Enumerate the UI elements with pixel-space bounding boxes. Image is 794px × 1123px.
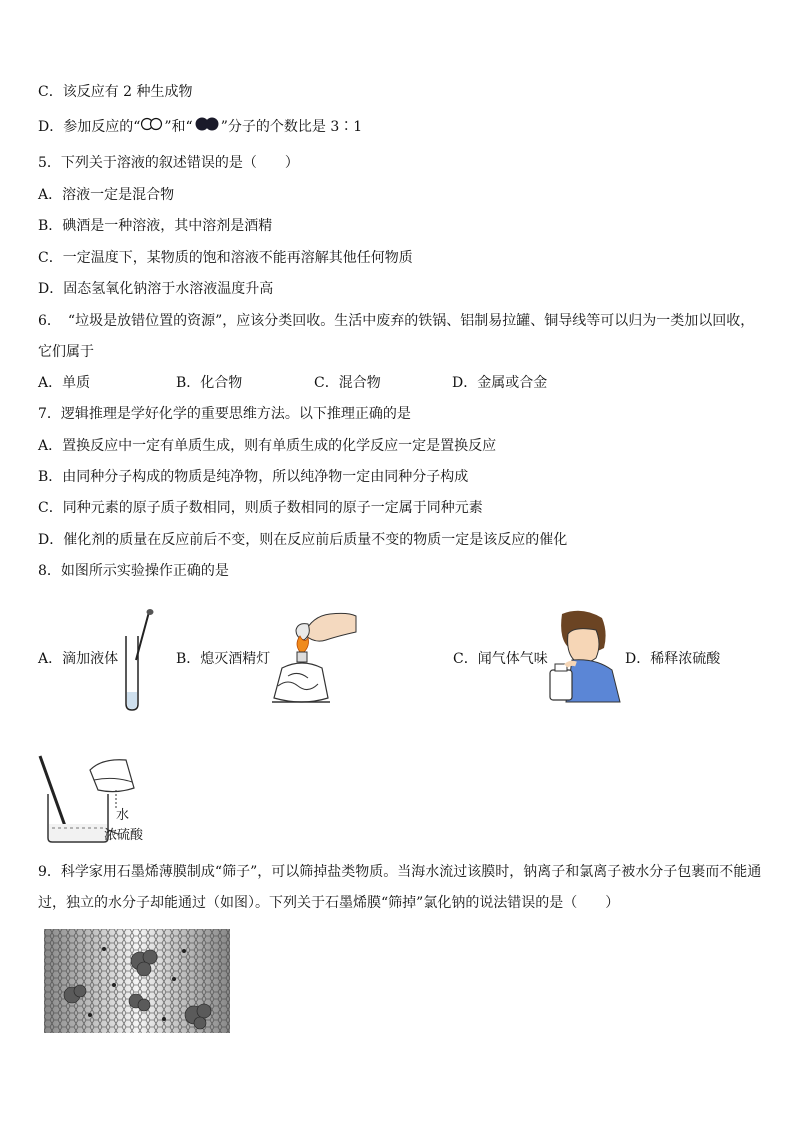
dropper-test-tube-figure [118, 608, 162, 712]
q8-stem: 8．如图所示实验操作正确的是 [38, 563, 229, 579]
q5-option-d: D．固态氢氧化钠溶于水溶液温度升高 [38, 281, 274, 297]
q6-option-a: A．单质 [38, 375, 91, 391]
q8-option-c: C．闻气体气味 [453, 651, 548, 667]
fig-label-concentrated-acid: 浓硫酸 [104, 828, 144, 843]
q4-option-d-mid: ”和“ [164, 119, 193, 135]
filled-circles-molecule-icon [193, 116, 221, 138]
q8-option-a: A．滴加液体 [38, 651, 119, 667]
alcohol-lamp-figure [268, 606, 360, 712]
q6-stem-line1: 6． “垃圾是放错位置的资源”，应该分类回收。生活中废弃的铁锅、铝制易拉罐、铜导线等可以归为一类加以回收， [38, 313, 755, 329]
q4-option-d [38, 116, 362, 138]
hollow-circles-molecule-icon [140, 117, 164, 137]
q5-option-b: B．碘酒是一种溶液，其中溶剂是酒精 [38, 218, 273, 234]
q8-option-b: B．熄灭酒精灯 [176, 651, 271, 667]
q6-option-d: D．金属或合金 [452, 375, 548, 391]
q6-option-b: B．化合物 [176, 375, 243, 391]
q5-option-a: A．溶液一定是混合物 [38, 187, 175, 203]
q4-option-d-prefix: D．参加反应的“ [38, 119, 141, 135]
q5-stem: 5．下列关于溶液的叙述错误的是（ ） [38, 155, 299, 171]
q4-option-d-suffix: ”分子的个数比是 3∶1 [220, 119, 363, 135]
q9-stem-line2: 过，独立的水分子却能通过（如图）。下列关于石墨烯膜“筛掉”氯化钠的说法错误的是（ ） [38, 895, 620, 911]
q6-stem-line2: 它们属于 [38, 344, 94, 360]
q8-option-d: D．稀释浓硫酸 [625, 651, 721, 667]
q5-option-c: C．一定温度下，某物质的饱和溶液不能再溶解其他任何物质 [38, 250, 413, 266]
q6-option-c: C．混合物 [314, 375, 381, 391]
boy-smelling-gas-figure [546, 608, 622, 704]
q9-stem-line1: 9．科学家用石墨烯薄膜制成“筛子”，可以筛掉盐类物质。当海水流过该膜时，钠离子和氯离子被水分子包裹而不能通 [38, 864, 762, 880]
q4-option-c: C．该反应有 2 种生成物 [38, 84, 193, 100]
q7-option-d: D．催化剂的质量在反应前后不变，则在反应前后质量不变的物质一定是该反应的催化 [38, 532, 568, 548]
q7-option-c: C．同种元素的原子质子数相同，则质子数相同的原子一定属于同种元素 [38, 500, 483, 516]
graphene-membrane-image [44, 929, 230, 1033]
q7-option-a: A．置换反应中一定有单质生成，则有单质生成的化学反应一定是置换反应 [38, 438, 497, 454]
fig-label-water: 水 [116, 808, 130, 823]
q7-option-b: B．由同种分子构成的物质是纯净物，所以纯净物一定由同种分子构成 [38, 469, 469, 485]
q7-stem: 7．逻辑推理是学好化学的重要思维方法。以下推理正确的是 [38, 406, 411, 422]
